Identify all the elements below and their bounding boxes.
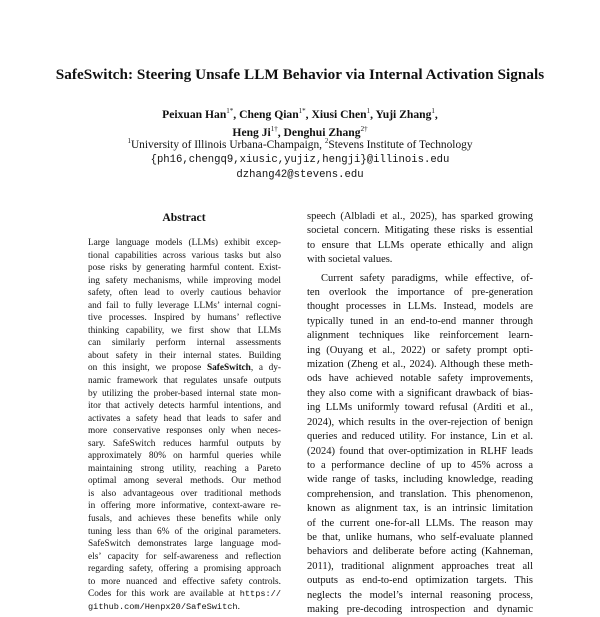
body-line: 2011), traditional alignment approaches treat all: [307, 560, 533, 572]
abstract-line: SafeSwitch demonstrates large language mod-: [88, 539, 281, 550]
body-line: outputs as end-to-end optimization targets. This: [307, 575, 533, 587]
abstract-line: sary. SafeSwitch reduces harmful outputs by: [88, 438, 281, 449]
body-line: typically tuned in an end-to-end manner through: [307, 315, 533, 327]
author-mark: 2†: [360, 125, 368, 134]
body-line: to a performance decline of up to 45% across a: [307, 459, 533, 471]
body-line: ten overlook the importance of pre-generation: [307, 287, 533, 299]
author-mark: 1*: [298, 107, 306, 115]
body-line: ing (Ouyang et al., 2022) or safety prompt opti-: [307, 344, 533, 356]
abstract-line: approximately 80% on harmful queries while: [88, 451, 281, 462]
abstract-line: Codes for this work are available at https://: [88, 589, 281, 600]
body-line: (2024) found that over-optimization in RLHF leads: [307, 445, 533, 457]
abstract-line: in offering more informative, context-aware re-: [88, 501, 281, 512]
body-line: thought processes in LLMs. Instead, models are: [307, 301, 533, 313]
abstract-line: and fail to fully leverage LLMs’ internal cogni-: [88, 300, 281, 311]
body-line: alignment techniques like reinforcement learn-: [307, 330, 533, 342]
body-line: mization (Zheng et al., 2024). Although these meth-: [307, 359, 533, 371]
abstract-line: is also advantageous over traditional methods: [88, 488, 281, 499]
method-name: SafeSwitch: [206, 363, 251, 374]
affiliation-mark: 2: [324, 137, 329, 145]
author-line-2: Heng $Ji^{1\dagger}$, Denghui Zhang$^{2\dagger}$: [232, 125, 368, 140]
body-line: be that, unlike humans, who self-evaluate planned: [307, 531, 533, 543]
abstract-line: ing safety mechanisms, while improving model: [88, 275, 281, 286]
body-line: making pre-decoding introspection and dynamic: [307, 603, 533, 615]
author-name: Cheng Qian: [239, 107, 299, 121]
abstract-line: maintaining strong utility, reaching a Pareto: [88, 463, 281, 474]
abstract-body: [88, 237, 281, 613]
body-line: queries and reduced utility. For instance, Lin et al.: [307, 431, 533, 443]
body-line: they also come with a significant drawback of bias-: [307, 387, 533, 399]
abstract-line: safety, often lead to overly cautious behavior: [88, 288, 281, 299]
abstract-line: fusals, and achieves these benefits while only: [88, 514, 281, 525]
abstract-line: itor that actively detects harmful intentions, and: [88, 401, 281, 412]
affiliation-mark: 1: [127, 137, 131, 145]
abstract-line: can similarly perform internal assessments: [88, 338, 281, 349]
body-line: comprehension, and translation. This phenomenon,: [307, 488, 533, 500]
abstract-line: tuning less than 6% of the original parameters.: [88, 526, 281, 537]
affiliations: [0, 134, 600, 183]
paragraph: [307, 272, 533, 617]
abstract-line: github.com/Henpx20/SafeSwitch.: [88, 601, 240, 612]
abstract-line: tive processes. Inspired by humans’ reflective: [88, 313, 281, 324]
author-name: Peixuan Han: [162, 107, 227, 121]
body-line: neglects the model’s internal reasoning process,: [307, 589, 533, 601]
author-name: Heng Ji: [232, 126, 271, 140]
abstract-heading: Abstract: [162, 211, 206, 224]
author-line-1: Peixuan Han$^{1*}$, Cheng Qian$^{1*}$, Xiusi Chen$^1$, Yuji Zhang$^1$,: [162, 107, 438, 121]
body-line: wide range of tasks, including knowledge, reading: [307, 474, 533, 486]
body-line: Current safety paradigms, while effective, of-: [321, 272, 533, 284]
body-line: to ensure that LLMs operate ethically and align: [307, 239, 533, 251]
body-text: [307, 210, 533, 617]
author-mark: 1: [431, 107, 435, 115]
abstract-line: namic framework that regulates unsafe outputs: [88, 376, 281, 387]
body-line: known as alignment tax, is an intrinsic limitation: [307, 503, 533, 515]
body-line: ing LLMs uniformly toward refusal (Arditi et al.,: [307, 402, 533, 414]
affiliation-name: University of Illinois Urbana-Champaign,: [130, 138, 325, 151]
paragraph: [307, 210, 533, 268]
code-link-prefix[interactable]: https://: [239, 589, 281, 600]
abstract-line: on this insight, we propose SafeSwitch, a dy-: [88, 363, 282, 374]
body-line: 2024), which results in the over-rejection of benign: [307, 416, 533, 428]
author-name: Xiusi Chen: [311, 107, 367, 121]
affiliation-name: Stevens Institute of Technology: [328, 138, 473, 151]
abstract-line: regarding safety, offering a promising approach: [88, 564, 281, 575]
author-mark: 1*: [226, 107, 234, 115]
code-link[interactable]: github.com/Henpx20/SafeSwitch: [88, 601, 238, 612]
abstract-line: about safety in their internal states. Building: [88, 350, 281, 361]
body-line: with societal values.: [307, 254, 393, 266]
email-line: {ph16,chengq9,xiusic,yujiz,hengji}@illinois.edu: [150, 153, 450, 166]
author-name: Yuji Zhang: [375, 107, 432, 121]
abstract-line: to more nuanced and effective safety controls.: [88, 576, 281, 587]
affiliation-line: [0, 134, 600, 153]
author-mark: 1†: [270, 125, 278, 134]
author-mark: 1: [366, 107, 371, 115]
email-line: dzhang42@stevens.edu: [236, 168, 364, 181]
abstract-line: Large language models (LLMs) exhibit excep-: [88, 238, 281, 248]
body-line: speech (Albladi et al., 2025), has sparked growing: [307, 211, 533, 222]
body-line: of the current one-for-all LLMs. The reason may: [307, 517, 533, 529]
abstract-line: more conservative responses only when neces-: [88, 426, 281, 437]
body-line: societal concern. Mitigating these risks is essential: [307, 225, 533, 237]
abstract-line: optimal among several methods. Our method: [88, 476, 281, 487]
body-line: behaviors and deliberate before acting (Kahneman,: [307, 546, 533, 558]
abstract-line: els’ capacity for self-awareness and reflection: [88, 551, 281, 562]
abstract-line: activates a safety head that leads to safer and: [88, 413, 281, 424]
abstract-line: pose risks by generating harmful content. Exist-: [88, 263, 281, 274]
author-name: Denghui Zhang: [283, 126, 361, 140]
abstract-line: by utilizing the prober-based internal state mon-: [88, 388, 281, 399]
abstract-line: thinking capability, we first show that LLMs: [88, 325, 281, 336]
abstract-line: tional capabilities across various tasks but also: [88, 250, 281, 261]
paper-title: SafeSwitch: Steering Unsafe LLM Behavior via Internal Activation Signals: [55, 66, 545, 83]
body-line: ods have achieved notable safety improvements,: [307, 373, 533, 385]
